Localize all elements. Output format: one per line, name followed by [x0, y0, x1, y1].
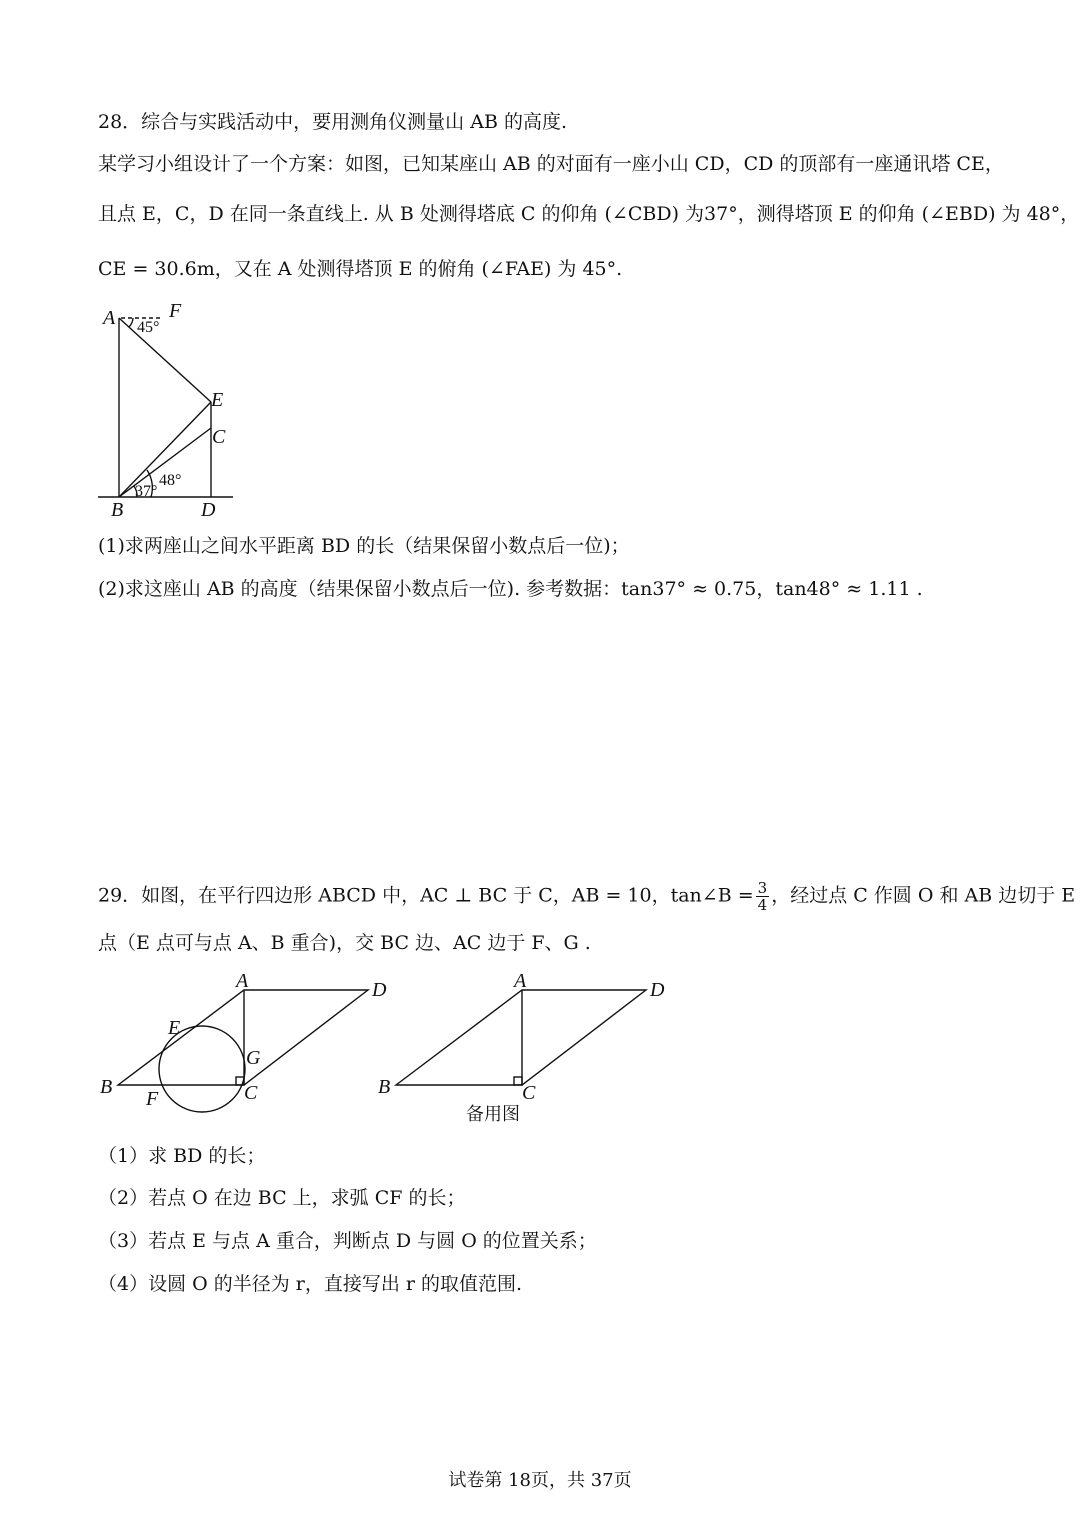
angle-label-48: 48° — [159, 472, 182, 489]
q29-figure-main — [96, 966, 396, 1126]
parallelogram-abcd — [396, 990, 646, 1085]
label-e: E — [211, 389, 224, 411]
segment-ae — [119, 318, 211, 402]
label-f: F — [146, 1088, 159, 1110]
q29-subquestion-4: （4）设圆 O 的半径为 r，直接写出 r 的取值范围. — [98, 1273, 523, 1295]
label-c: C — [212, 426, 226, 448]
q29-line-1-end: ，经过点 C 作圆 O 和 AB 边切于 E — [771, 884, 1076, 907]
right-angle-mark — [514, 1077, 522, 1085]
q29-line-1-start: 29．如图，在平行四边形 ABCD 中，AC ⊥ BC 于 C，AB = 10，tan∠B = — [98, 884, 754, 907]
angle-label-45: 45° — [137, 319, 160, 336]
q28-line-2: 某学习小组设计了一个方案：如图，已知某座山 AB 的对面有一座小山 CD，CD 的顶部有一座通讯塔 CE， — [98, 153, 1004, 175]
angle-arc-45 — [129, 318, 133, 327]
label-d: D — [201, 499, 216, 521]
fraction-three-quarters — [756, 880, 770, 913]
spare-figure-caption: 备用图 — [466, 1104, 520, 1125]
q28-line-4: CE = 30.6m，又在 A 处测得塔顶 E 的俯角 (∠FAE) 为 45°. — [98, 258, 623, 280]
label-c: C — [522, 1082, 536, 1104]
q28-subquestion-2: (2)求这座山 AB 的高度（结果保留小数点后一位). 参考数据：tan37° ≈ 0.75，tan48° ≈ 1.11 . — [98, 578, 923, 600]
label-c: C — [244, 1082, 258, 1104]
q28-line-1: 28．综合与实践活动中，要用测角仪测量山 AB 的高度. — [98, 111, 567, 133]
label-b: B — [100, 1076, 113, 1098]
angle-label-37: 37° — [135, 483, 158, 500]
label-f: F — [169, 300, 182, 322]
q28-line-3: 且点 E，C，D 在同一条直线上. 从 B 处测得塔底 C 的仰角 (∠CBD) 为37°，测得塔顶 E 的仰角 (∠EBD) 为 48°， — [98, 203, 1080, 225]
q29-subquestion-1: （1）求 BD 的长； — [98, 1145, 266, 1167]
fraction-numerator: 3 — [757, 879, 768, 897]
label-a: A — [514, 970, 527, 992]
page-footer: 试卷第 18页，共 37页 — [448, 1470, 632, 1491]
q29-line-2: 点（E 点可与点 A、B 重合)，交 BC 边、AC 边于 F、G . — [98, 932, 591, 954]
q29-subquestion-3: （3）若点 E 与点 A 重合，判断点 D 与圆 O 的位置关系； — [98, 1230, 597, 1252]
parallelogram-abcd — [118, 990, 368, 1085]
q29-subquestion-2: （2）若点 O 在边 BC 上，求弧 CF 的长； — [98, 1187, 466, 1209]
q29-line-1 — [98, 880, 1075, 913]
label-g: G — [246, 1047, 261, 1069]
label-d: D — [372, 979, 387, 1001]
q28-subquestion-1: (1)求两座山之间水平距离 BD 的长（结果保留小数点后一位)； — [98, 535, 630, 557]
q29-figure-spare — [374, 966, 674, 1126]
label-b: B — [378, 1076, 391, 1098]
label-e: E — [168, 1017, 181, 1039]
fraction-denominator: 4 — [757, 896, 768, 914]
q28-figure — [95, 298, 245, 523]
label-b: B — [111, 499, 124, 521]
label-a: A — [103, 307, 116, 329]
label-d: D — [650, 979, 665, 1001]
label-a: A — [236, 970, 249, 992]
